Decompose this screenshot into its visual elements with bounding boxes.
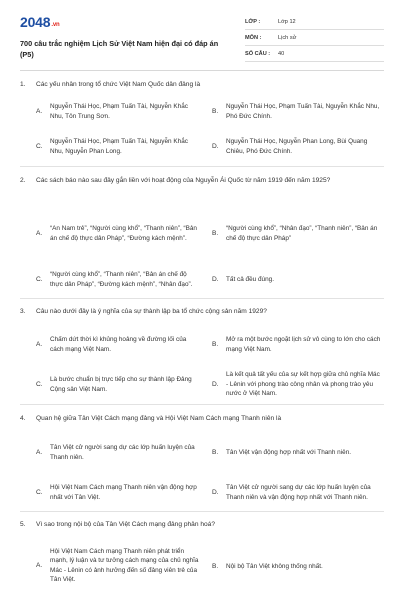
answer-text: Nguyễn Thái Học, Phạm Tuấn Tài, Nguyễn Khắc Nhu, Tôn Trung Sơn. [50,103,188,120]
meta-row-count [245,46,384,62]
answer-letter: D. [212,275,219,283]
meta-value: 40 [278,50,285,57]
answer-letter: C. [36,275,43,283]
question-number: 5. [20,521,26,528]
answer-option-a[interactable] [36,334,216,356]
question-head [20,307,384,317]
answer-option-b[interactable] [212,334,384,356]
answer-letter: B. [212,229,219,237]
meta-label: LỚP : [245,18,261,25]
meta-row-subject [245,30,384,46]
answer-text: Tân Việt cử người sang dự các lớp huấn luyện của Thanh niên và vận động hợp nhất với Thanh niên. [226,484,371,501]
answer-text: Tân Việt cử người sang dự các lớp huấn luyện của Thanh niên. [50,444,195,461]
meta-row-grade [245,14,384,30]
answer-text: Tân Việt vận động hợp nhất với Thanh niên. [226,448,352,456]
answer-letter: C. [36,142,43,150]
header-divider [20,70,384,71]
answer-letter: A. [36,229,43,237]
answer-text: Chấm dứt thời kì khủng hoảng về đường lối của cách mạng Việt Nam. [50,336,187,353]
question [20,307,384,398]
answer-option-c[interactable] [36,482,216,504]
answer-text: Nguyễn Thái Học, Nguyễn Phan Long, Bùi Quang Chiêu, Phó Đức Chính. [226,138,368,155]
answer-text: Nguyễn Thái Học, Phạm Tuấn Tài, Nguyễn Khắc Nhu, Phó Đức Chính. [226,103,380,120]
answer-option-b[interactable] [212,101,384,123]
answer-option-a[interactable] [36,442,216,464]
meta-value: Lớp 12 [278,18,296,25]
answer-option-d[interactable] [212,136,384,158]
logo-suffix: .vn [51,22,60,28]
answer-text: Hội Việt Nam Cách mạng Thanh niên phát triển mạnh, lý luận và tư tưởng cách mạng của chủ nghĩa Mác - Lênin có ảnh hưởng đến số đảng viên trẻ của Tân Việt. [50,547,199,583]
answer-letter: B. [212,562,219,570]
question-text: Các sách báo nào sau đây gắn liền với hoạt động của Nguyễn Ái Quốc từ năm 1919 đến năm 1925? [36,177,331,184]
answer-option-a[interactable] [36,101,216,123]
answer-option-d[interactable] [212,477,384,509]
question-head [20,520,384,530]
question-divider [20,404,384,405]
question-divider [20,166,384,167]
answer-letter: A. [36,340,43,348]
question-head [20,80,384,90]
answer-letter: D. [212,142,219,150]
question-head [20,176,384,186]
answer-letter: D. [212,380,219,388]
answer-option-b[interactable] [212,223,384,245]
question-number: 4. [20,415,26,422]
answer-text: “Người cùng khổ”, “Thanh niên”, “Bản án chế độ thực dân Pháp”, “Đường kách mệnh”, “Nhân đạo”. [50,271,193,288]
answer-letter: B. [212,448,219,456]
answer-letter: A. [36,448,43,456]
question-number: 2. [20,177,26,184]
answer-text: Nội bộ Tân Việt không thống nhất. [226,562,323,570]
question-number: 1. [20,81,26,88]
site-logo[interactable] [20,14,59,30]
question-text: Quan hệ giữa Tân Việt Cách mạng đảng và Hội Việt Nam Cách mạng Thanh niên là [36,415,282,422]
answer-option-c[interactable] [36,136,216,158]
answer-option-c[interactable] [36,374,216,396]
question-text: Vì sao trong nội bộ của Tân Việt Cách mạng đảng phân hoá? [36,521,216,528]
answer-letter: B. [212,340,219,348]
answer-text: Là kết quả tất yếu của sự kết hợp giữa chủ nghĩa Mác - Lênin với phong trào công nhân và phong trào yêu nước ở Việt Nam. [226,371,380,398]
answer-option-b[interactable] [212,561,384,573]
answer-letter: D. [212,488,219,496]
question [20,80,384,155]
answer-option-d[interactable] [212,274,384,286]
document-header [20,14,384,68]
meta-label: SỐ CÂU : [245,50,271,57]
question-divider [20,298,384,299]
document-title: 700 câu trắc nghiệm Lịch Sử Việt Nam hiện đại có đáp án (P5) [20,39,219,59]
question-divider [20,511,384,512]
answer-text: “Người cùng khổ”, “Nhân đạo”, “Thanh niên”, “Bản án chế độ thực dân Pháp” [226,225,378,242]
question-number: 3. [20,308,26,315]
answer-text: Hội Việt Nam Cách mạng Thanh niên vận động hợp nhất với Tân Việt. [50,484,197,501]
answer-letter: C. [36,380,43,388]
answer-letter: C. [36,488,43,496]
logo-main: 2048 [20,14,51,30]
answer-option-a[interactable] [36,545,216,587]
answer-option-b[interactable] [212,442,384,464]
meta-value: Lịch sử [278,34,297,41]
document-meta [245,14,384,62]
question [20,520,384,583]
answer-text: Nguyễn Thái Học, Phạm Tuấn Tài, Nguyễn Khắc Nhu, Nguyễn Phan Long. [50,138,188,155]
answer-option-a[interactable] [36,218,216,250]
answer-option-c[interactable] [36,264,216,296]
question [20,176,384,288]
answer-option-d[interactable] [212,369,384,401]
meta-label: MÔN : [245,34,262,41]
answer-letter: B. [212,107,219,115]
answer-text: “An Nam trẻ”, “Người cùng khổ”, “Thanh niên”, “Bản án chế độ thực dân Pháp”, “Đường kách mệnh”. [50,225,197,242]
question-text: Các yếu nhân trong tổ chức Việt Nam Quốc dân đảng là [36,81,201,88]
question-head [20,414,384,424]
answer-text: Tất cả đều đúng. [226,275,274,283]
question-text: Câu nào dưới đây là ý nghĩa của sự thành lập ba tổ chức cộng sản năm 1929? [36,308,267,315]
answer-text: Là bước chuẩn bị trực tiếp cho sự thành lập Đảng Cộng sản Việt Nam. [50,376,192,393]
answer-letter: A. [36,561,43,569]
answer-letter: A. [36,107,43,115]
question [20,414,384,501]
answer-text: Mở ra một bước ngoặt lịch sử vô cùng to lớn cho cách mạng Việt Nam. [226,336,381,353]
